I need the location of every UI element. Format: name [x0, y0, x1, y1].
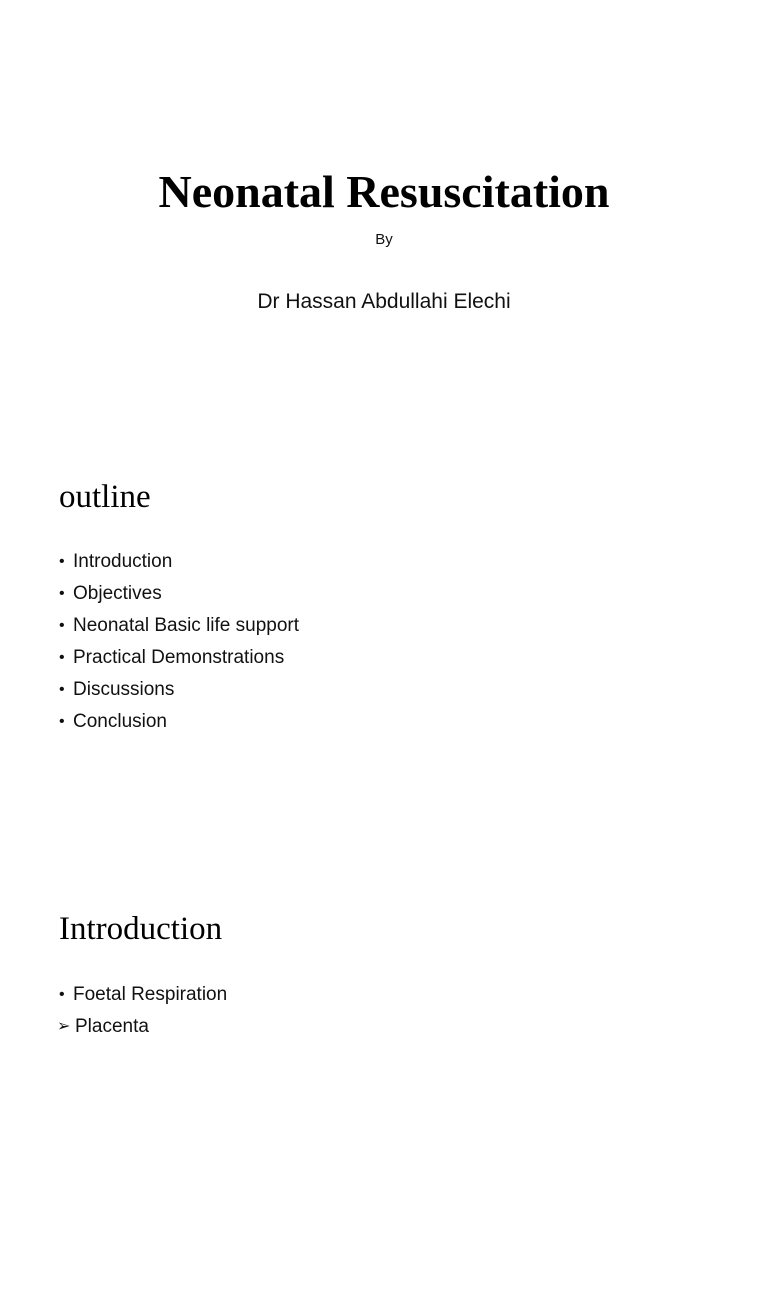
bullet-icon: • [59, 649, 65, 666]
introduction-heading: Introduction [59, 911, 223, 947]
outline-heading: outline [59, 479, 151, 515]
outline-slide [0, 432, 768, 864]
list-item [59, 578, 299, 610]
list-item-label: Objectives [73, 583, 162, 604]
list-item [59, 546, 299, 578]
list-item-label: Introduction [73, 551, 173, 572]
list-item-label: Practical Demonstrations [73, 647, 285, 668]
list-item [59, 610, 299, 642]
bullet-icon: • [59, 585, 65, 602]
introduction-list [59, 979, 227, 1043]
bullet-icon: • [59, 986, 65, 1003]
subtitle-by: By [375, 231, 393, 248]
list-item-label: Conclusion [73, 711, 167, 732]
outline-list [59, 546, 299, 738]
list-item-label: Foetal Respiration [73, 984, 228, 1005]
bullet-icon: • [59, 553, 65, 570]
list-item [59, 674, 299, 706]
list-item [59, 979, 227, 1011]
sub-list-item-label: Placenta [75, 1016, 149, 1037]
bullet-icon: • [59, 713, 65, 730]
bullet-icon: • [59, 617, 65, 634]
list-item-label: Neonatal Basic life support [73, 615, 300, 636]
author-name: Dr Hassan Abdullahi Elechi [257, 290, 511, 313]
arrow-bullet-icon: ➢ [57, 1018, 71, 1035]
introduction-slide [0, 864, 768, 1296]
sub-list-item [57, 1011, 227, 1043]
bullet-icon: • [59, 681, 65, 698]
list-item [59, 642, 299, 674]
list-item [59, 706, 299, 738]
title-slide [0, 0, 768, 432]
presentation-title: Neonatal Resuscitation [158, 166, 610, 217]
list-item-label: Discussions [73, 679, 175, 700]
